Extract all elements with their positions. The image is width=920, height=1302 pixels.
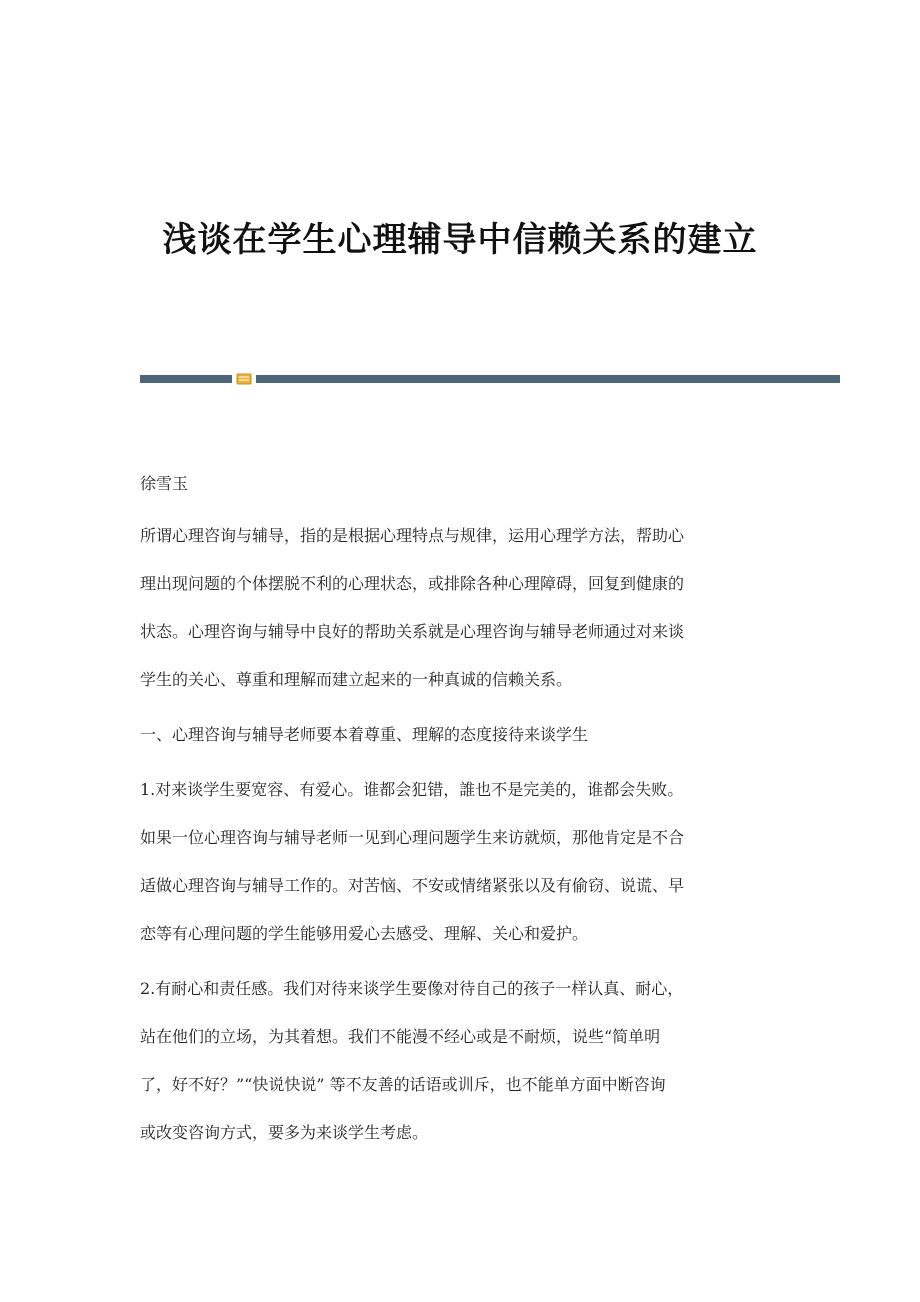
divider-rule-left <box>140 375 232 383</box>
text-line: 或改变咨询方式，要多为来谈学生考虑。 <box>140 1123 429 1142</box>
body-text <box>140 524 780 1169</box>
text-line: 恋等有心理问题的学生能够用爱心去感受、理解、关心和爱护。 <box>140 924 589 943</box>
section-heading: 一、心理咨询与辅导老师要本着尊重、理解的态度接待来谈学生 <box>140 725 589 744</box>
bookmark-icon <box>236 373 252 385</box>
text-line: 学生的关心、尊重和理解而建立起来的一种真诚的信赖关系。 <box>140 670 573 689</box>
text-line: 如果一位心理咨询与辅导老师一见到心理问题学生来访就烦，那他肯定是不合 <box>140 828 685 847</box>
text-line: 了，好不好？”“快说快说” 等不友善的话语或训斥，也不能单方面中断咨询 <box>140 1075 666 1094</box>
text-line: 理出现问题的个体摆脱不利的心理状态，或排除各种心理障碍，回复到健康的 <box>140 574 685 593</box>
text-line: 适做心理咨询与辅导工作的。对苦恼、不安或情绪紧张以及有偷窃、说谎、早 <box>140 876 685 895</box>
document-title: 浅谈在学生心理辅导中信赖关系的建立 <box>162 220 758 260</box>
divider-rule-right <box>256 375 840 383</box>
author-name: 徐雪玉 <box>140 474 189 493</box>
text-line: 状态。心理咨询与辅导中良好的帮助关系就是心理咨询与辅导老师通过对来谈 <box>140 622 685 641</box>
text-line: 2.有耐心和责任感。我们对待来谈学生要像对待自己的孩子一样认真、耐心， <box>140 979 684 998</box>
text-line: 站在他们的立场，为其着想。我们不能漫不经心或是不耐烦，说些“简单明 <box>140 1027 661 1046</box>
text-line: 所谓心理咨询与辅导，指的是根据心理特点与规律，运用心理学方法，帮助心 <box>140 526 685 545</box>
text-line: 1.对来谈学生要宽容、有爱心。谁都会犯错，誰也不是完美的，谁都会失败。 <box>140 780 684 799</box>
